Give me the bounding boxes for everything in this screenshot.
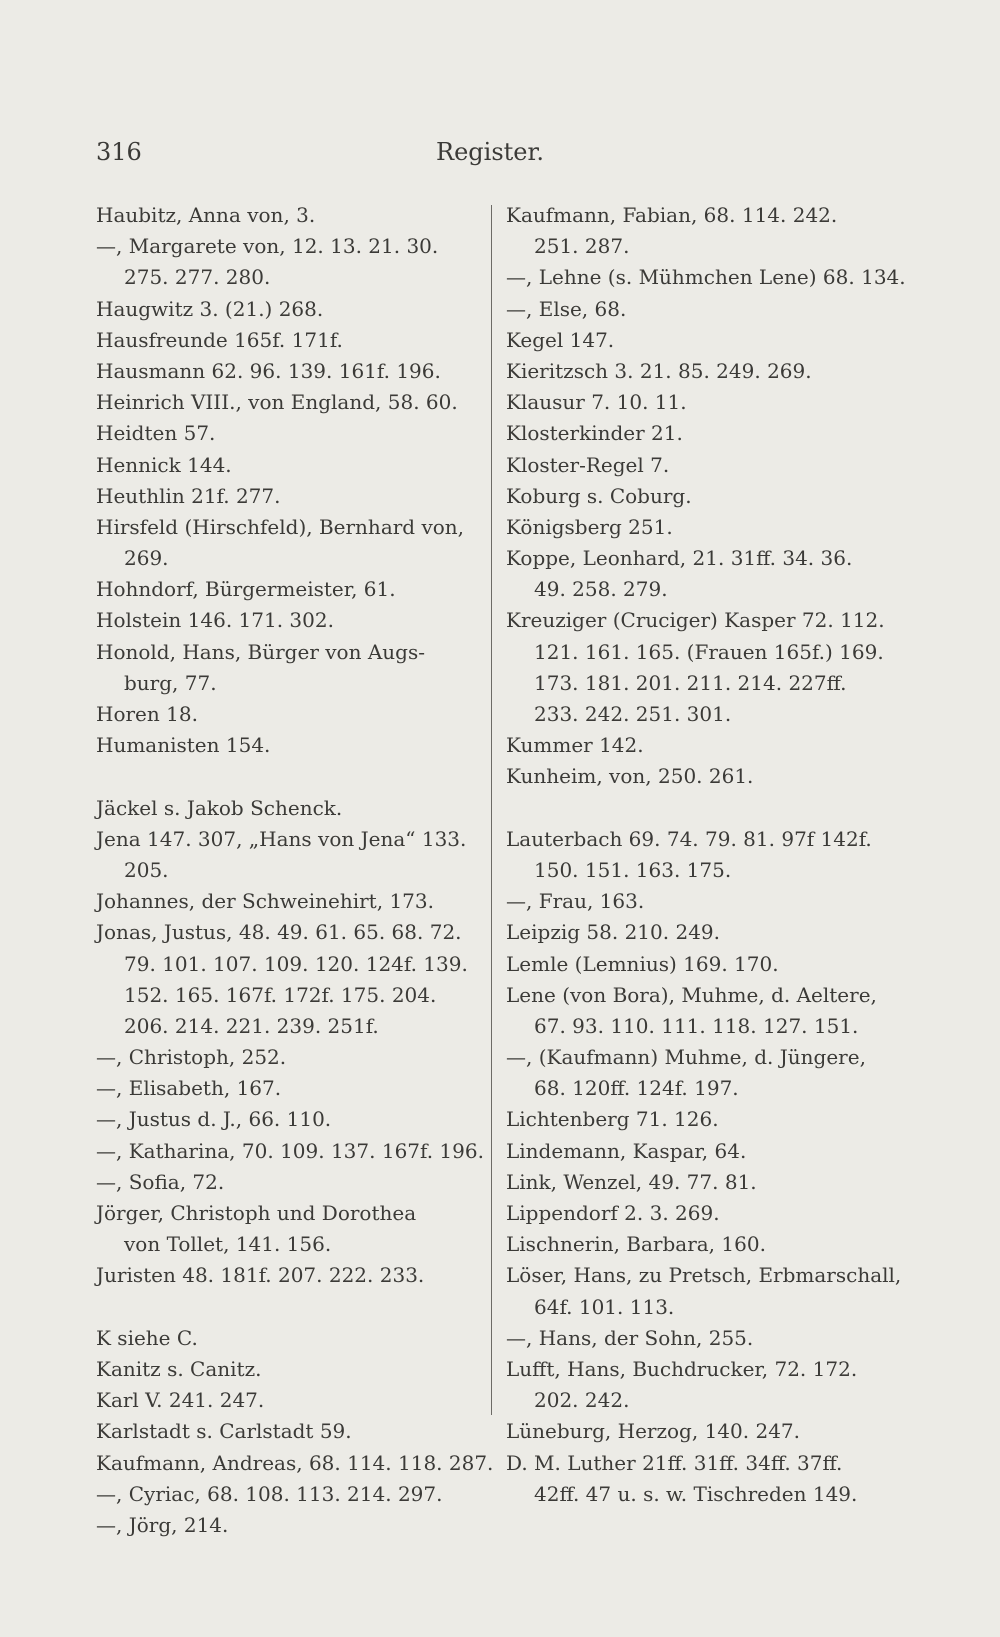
index-entry-line: 152. 165. 167f. 172f. 175. 204. — [124, 982, 437, 1007]
index-entry-line: Heinrich VIII., von England, 58. 60. — [96, 390, 458, 415]
index-entry-line: Juristen 48. 181f. 207. 222. 233. — [96, 1263, 425, 1288]
index-column-left — [96, 200, 494, 1541]
index-entry-line: —, Margarete von, 12. 13. 21. 30. — [96, 234, 439, 259]
index-entry-line: Lauterbach 69. 74. 79. 81. 97f 142f. — [506, 826, 872, 851]
index-entry-line: Königsberg 251. — [506, 514, 673, 539]
index-entry-line: —, Hans, der Sohn, 255. — [506, 1325, 754, 1350]
index-entry-line: Jäckel s. Jakob Schenck. — [96, 795, 343, 820]
index-entry-line: 202. 242. — [534, 1388, 630, 1413]
index-entry-line: K siehe C. — [96, 1325, 198, 1350]
index-entry-line: —, Lehne (s. Mühmchen Lene) 68. 134. — [506, 265, 906, 290]
index-entry-line: Jonas, Justus, 48. 49. 61. 65. 68. 72. — [96, 920, 462, 945]
index-entry-line: D. M. Luther 21ff. 31ff. 34ff. 37ff. — [506, 1450, 843, 1475]
index-entry-line: Lüneburg, Herzog, 140. 247. — [506, 1419, 800, 1444]
index-entry-line: Haubitz, Anna von, 3. — [96, 203, 316, 227]
index-entry-line: 251. 287. — [534, 234, 630, 259]
running-title: Register. — [436, 138, 544, 166]
index-entry-line: Hohndorf, Bürgermeister, 61. — [96, 577, 396, 602]
page-number: 316 — [96, 138, 142, 166]
index-entry-line: Lene (von Bora), Muhme, d. Aeltere, — [506, 982, 877, 1007]
index-entry-line: 205. — [124, 857, 169, 882]
index-entry-line: Kummer 142. — [506, 733, 644, 758]
index-entry-line: Löser, Hans, zu Pretsch, Erbmarschall, — [506, 1263, 902, 1288]
index-entry-line: 269. — [124, 546, 169, 571]
index-entry-line: Karlstadt s. Carlstadt 59. — [96, 1419, 352, 1444]
index-entry-line: Karl V. 241. 247. — [96, 1388, 265, 1413]
index-entry-line: Lichtenberg 71. 126. — [506, 1107, 719, 1132]
index-entry-line: von Tollet, 141. 156. — [124, 1232, 332, 1257]
index-entry-line: Jörger, Christoph und Dorothea — [96, 1201, 417, 1225]
index-entry-line: Lischnerin, Barbara, 160. — [506, 1232, 766, 1257]
index-entry-line: —, Else, 68. — [506, 296, 627, 321]
index-entry-line: Leipzig 58. 210. 249. — [506, 920, 720, 945]
index-entry-line: 173. 181. 201. 211. 214. 227ff. — [534, 670, 847, 695]
index-entry-line: 121. 161. 165. (Frauen 165f.) 169. — [534, 639, 884, 664]
index-entry-line: —, Sofia, 72. — [96, 1169, 225, 1194]
index-entry-line: Hirsfeld (Hirschfeld), Bernhard von, — [96, 514, 465, 539]
index-column-right — [506, 200, 906, 1510]
index-entry-line: Heuthlin 21f. 277. — [96, 483, 281, 508]
index-entry-line: Johannes, der Schweinehirt, 173. — [96, 889, 434, 914]
index-entry-line: Kanitz s. Canitz. — [96, 1356, 262, 1381]
index-entry-line: Lippendorf 2. 3. 269. — [506, 1201, 720, 1225]
index-entry-line: Honold, Hans, Bürger von Augs- — [96, 639, 425, 664]
index-entry-line: Jena 147. 307, „Hans von Jena“ 133. — [96, 826, 467, 851]
index-entry-line: Holstein 146. 171. 302. — [96, 608, 334, 633]
index-entry-line: 275. 277. 280. — [124, 265, 271, 290]
index-entry-line: 64f. 101. 113. — [534, 1294, 675, 1319]
index-entry-line: Lindemann, Kaspar, 64. — [506, 1138, 747, 1163]
index-entry-line: Kreuziger (Cruciger) Kasper 72. 112. — [506, 608, 885, 633]
index-entry-line: 49. 258. 279. — [534, 577, 668, 602]
index-entry-line: burg, 77. — [124, 670, 217, 695]
index-entry-line: Lufft, Hans, Buchdrucker, 72. 172. — [506, 1356, 858, 1381]
index-entry-line: Heidten 57. — [96, 421, 216, 446]
index-entry-line: Kegel 147. — [506, 327, 615, 352]
index-entry-line: Haugwitz 3. (21.) 268. — [96, 296, 324, 321]
index-entry-line: Kaufmann, Fabian, 68. 114. 242. — [506, 203, 838, 227]
index-entry-line: —, Justus d. J., 66. 110. — [96, 1107, 332, 1132]
index-entry-line: —, Cyriac, 68. 108. 113. 214. 297. — [96, 1481, 443, 1506]
section-gap — [96, 1292, 481, 1323]
index-entry-line: 42ff. 47 u. s. w. Tischreden 149. — [534, 1481, 858, 1506]
index-entry-line: —, Elisabeth, 167. — [96, 1076, 282, 1101]
index-entry-line: Kloster-Regel 7. — [506, 452, 670, 477]
index-entry-line: Kaufmann, Andreas, 68. 114. 118. 287. — [96, 1450, 494, 1475]
index-entry-line: 206. 214. 221. 239. 251f. — [124, 1013, 379, 1038]
index-entry-line: Kunheim, von, 250. 261. — [506, 764, 754, 789]
index-entry-line: Koppe, Leonhard, 21. 31ff. 34. 36. — [506, 546, 853, 571]
index-entry-line: Hennick 144. — [96, 452, 232, 477]
index-entry-line: Koburg s. Coburg. — [506, 483, 692, 508]
index-entry-line: Klosterkinder 21. — [506, 421, 683, 446]
index-entry-line: —, Jörg, 214. — [96, 1512, 229, 1537]
section-gap — [506, 793, 896, 824]
index-entry-line: Hausmann 62. 96. 139. 161f. 196. — [96, 358, 441, 383]
index-entry-line: 67. 93. 110. 111. 118. 127. 151. — [534, 1013, 859, 1038]
index-entry-line: Humanisten 154. — [96, 733, 271, 758]
index-entry-line: Klausur 7. 10. 11. — [506, 390, 687, 415]
index-entry-line: —, Frau, 163. — [506, 889, 645, 914]
index-entry-line: —, (Kaufmann) Muhme, d. Jüngere, — [506, 1045, 866, 1070]
index-entry-line: 233. 242. 251. 301. — [534, 702, 732, 726]
index-entry-line: —, Katharina, 70. 109. 137. 167f. 196. — [96, 1138, 484, 1163]
index-entry-line: Lemle (Lemnius) 169. 170. — [506, 951, 779, 976]
column-divider — [491, 205, 492, 1415]
index-entry-line: 150. 151. 163. 175. — [534, 857, 732, 882]
index-entry-line: Horen 18. — [96, 702, 198, 726]
index-entry-line: 79. 101. 107. 109. 120. 124f. 139. — [124, 951, 468, 976]
index-entry-line: Kieritzsch 3. 21. 85. 249. 269. — [506, 358, 812, 383]
section-gap — [96, 761, 481, 792]
index-entry-line: 68. 120ff. 124f. 197. — [534, 1076, 739, 1101]
index-entry-line: —, Christoph, 252. — [96, 1045, 287, 1070]
index-entry-line: Hausfreunde 165f. 171f. — [96, 327, 343, 352]
index-entry-line: Link, Wenzel, 49. 77. 81. — [506, 1169, 757, 1194]
